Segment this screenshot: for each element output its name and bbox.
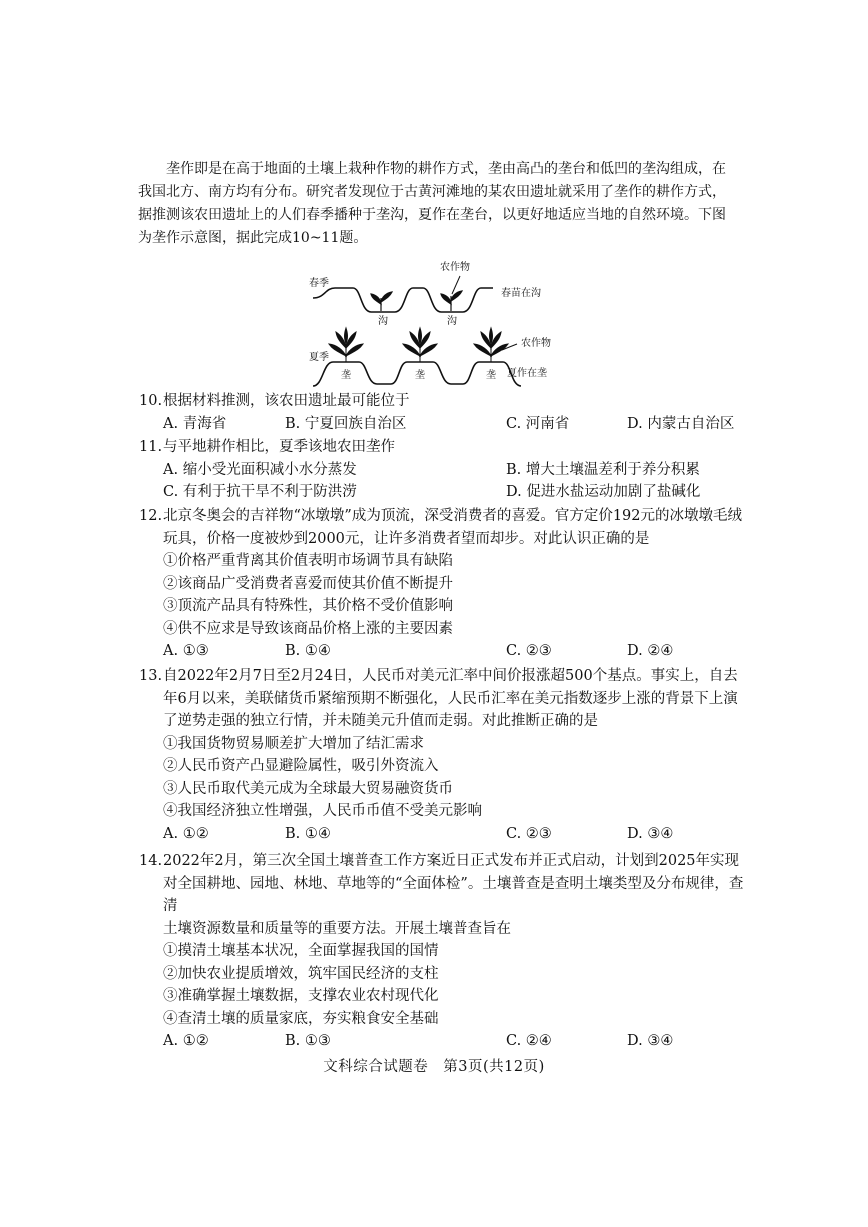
summer-crop-3 [474,328,508,362]
question-text-line: 2022年2月，第三次全国土壤普查工作方案近日正式发布并正式启动，计划到2025年实现 [163,853,740,869]
question-number: 10. [139,393,163,409]
spring-note: 春苗在沟 [501,288,541,299]
ridge-farming-diagram [295,258,565,390]
question-text-line: 了逆势走强的独立行情，并未随美元升值而走弱。对此推断正确的是 [163,713,598,729]
statement-2: ②该商品广受消费者喜爱而使其价值不断提升 [163,575,453,592]
crop-label-bottom: 农作物 [521,338,551,349]
question-stem [139,436,755,459]
question-number: 12. [139,508,163,524]
statement-1: ①我国货物贸易顺差扩大增加了结汇需求 [163,735,424,752]
question-14 [139,850,759,1053]
page-footer: 文科综合试题卷 第3页(共12页) [323,1059,545,1075]
question-stem [139,390,755,413]
statement-2: ②加快农业提质增效，筑牢国民经济的支柱 [163,965,439,982]
question-number: 11. [139,439,163,455]
option-c[interactable]: C. ②③ [506,643,552,659]
option-d[interactable]: D. 内蒙古自治区 [627,415,735,432]
spring-ridge-profile [313,288,493,312]
option-c[interactable]: C. 有利于抗干旱不利于防洪涝 [163,484,357,500]
question-number: 13. [139,668,163,684]
option-c[interactable]: C. ②③ [506,825,552,842]
question-text-line: 土壤资源数量和质量等的重要方法。开展土壤普查旨在 [163,920,511,937]
spring-label: 春季 [309,278,329,289]
spring-seedling-1 [371,292,392,311]
option-a[interactable]: A. ①② [163,825,209,842]
option-row [139,459,759,482]
question-text-line: 北京冬奥会的吉祥物“冰墩墩”成为顶流，深受消费者的喜爱。官方定价192元的冰墩墩毛绒 [163,508,742,524]
ridge-label-2: 垄 [415,370,425,381]
statement-1: ①价格严重背离其价值表明市场调节具有缺陷 [163,553,453,569]
summer-label: 夏季 [309,352,329,363]
statement-2: ②人民币资产凸显避险属性，吸引外资流入 [163,758,439,774]
furrow-label-1: 沟 [378,316,388,327]
option-c[interactable]: C. ②④ [506,1033,552,1049]
question-text-line: 自2022年2月7日至2月24日，人民币对美元汇率中间价报涨超500个基点。事实上，自去 [163,668,738,684]
question-12 [139,505,759,663]
question-text: 根据材料推测，该农田遗址最可能位于 [163,393,410,409]
crop-label-top: 农作物 [440,262,470,273]
option-a[interactable]: A. 青海省 [163,415,227,432]
question-11 [139,436,759,504]
option-d[interactable]: D. ③④ [627,1033,674,1049]
summer-note: 夏作在垄 [507,368,547,379]
option-c[interactable]: C. 河南省 [506,415,570,432]
option-d[interactable]: D. ③④ [627,825,674,842]
ridge-label-1: 垄 [341,370,351,381]
question-text: 与平地耕作相比，夏季该地农田垄作 [163,439,395,455]
option-d[interactable]: D. ②④ [627,643,674,659]
option-row [139,640,759,663]
option-row [139,1030,759,1053]
question-text-line: 年6月以来，美联储货币紧缩预期不断强化，人民币汇率在美元指数逐步上涨的背景下上演 [163,690,738,707]
statement-4: ④查清土壤的质量家底，夯实粮食安全基础 [163,1010,439,1027]
option-row [139,481,759,504]
question-text-line: 玩具，价格一度被炒到2000元，让许多消费者望而却步。对此认识正确的是 [163,530,650,547]
option-a[interactable]: A. ①② [163,1033,209,1049]
question-stem [139,850,755,940]
question-10 [139,390,759,435]
ridge-farming-svg [295,258,565,390]
statement-4: ④供不应求是导致该商品价格上涨的主要因素 [163,620,453,637]
option-row [139,413,759,436]
option-b[interactable]: B. ①④ [285,643,331,659]
question-text-line: 对全国耕地、园地、林地、草地等的“全面体检”。土壤普查是查明土壤类型及分布规律，查清 [163,875,744,914]
option-b[interactable]: B. ①④ [285,825,331,842]
summer-crop-2 [403,328,437,362]
option-a[interactable]: A. ①③ [163,643,209,659]
question-number: 14. [139,853,163,869]
statement-4: ④我国经济独立性增强，人民币币值不受美元影响 [163,803,482,819]
option-row [139,823,759,846]
summer-crop-1 [329,328,363,362]
intro-passage: 垄作即是在高于地面的土壤上栽种作物的耕作方式，垄由高凸的垄台和低凹的垄沟组成，在我国北方、南方均有分布。研究者发现位于古黄河滩地的某农田遗址就采用了垄作的耕作方式，据推测该农田遗址上的人们春季播种于垄沟，夏作在垄台，以更好地适应当地的自然环境。下图为垄作示意图，据此完成10~11题。 [138,161,726,246]
option-a[interactable]: A. 缩小受光面积减小水分蒸发 [163,461,357,478]
spring-seedling-2 [441,291,462,311]
question-stem [139,505,755,550]
ridge-label-3: 垄 [486,370,496,381]
option-b[interactable]: B. 增大土壤温差利于养分积累 [506,461,700,478]
option-b[interactable]: B. 宁夏回族自治区 [285,415,407,432]
furrow-label-2: 沟 [447,316,457,327]
option-d[interactable]: D. 促进水盐运动加剧了盐碱化 [506,484,701,500]
question-stem [139,665,755,733]
statement-3: ③准确掌握土壤数据，支撑农业农村现代化 [163,988,439,1004]
statement-3: ③人民币取代美元成为全球最大贸易融资货币 [163,780,453,797]
question-13 [139,665,759,845]
option-b[interactable]: B. ①③ [285,1033,331,1049]
statement-1: ①摸清土壤基本状况，全面掌握我国的国情 [163,943,439,959]
statement-3: ③顶流产品具有特殊性，其价格不受价值影响 [163,598,453,614]
